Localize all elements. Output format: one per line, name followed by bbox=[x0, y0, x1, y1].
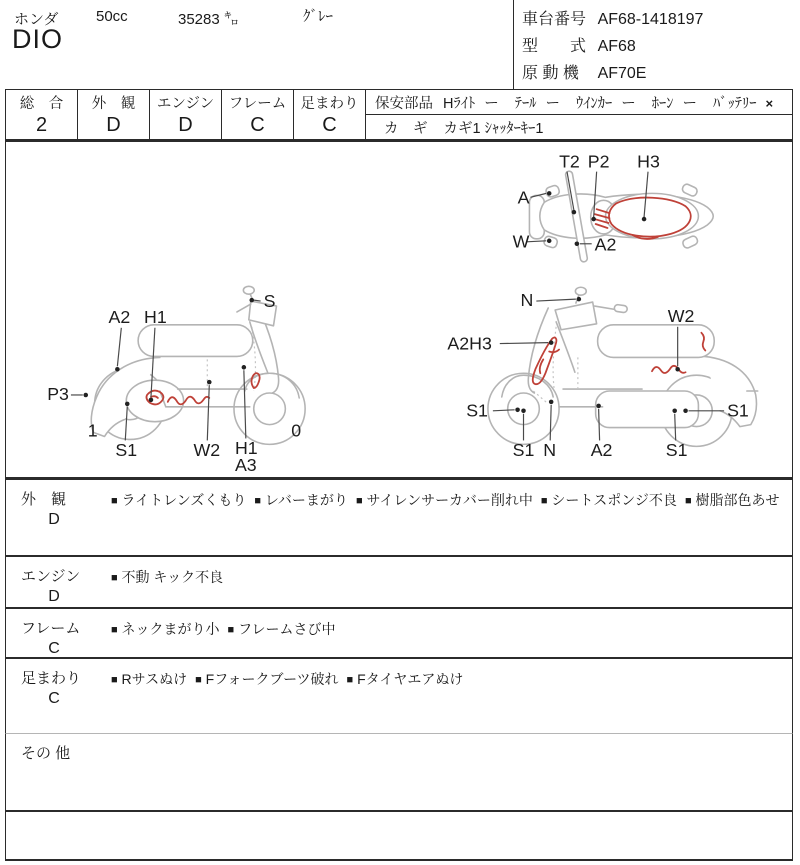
grade-exterior bbox=[78, 90, 150, 139]
safety-item: ﾊﾞｯﾃﾘｰ × bbox=[712, 95, 774, 112]
rear-left-blinker bbox=[681, 183, 698, 197]
diagram-label: S1 bbox=[727, 400, 749, 421]
section-engine bbox=[5, 555, 793, 607]
diagram-label: W2 bbox=[193, 440, 221, 461]
damage-diagram-box bbox=[5, 140, 793, 478]
section-defects bbox=[111, 667, 797, 693]
diagram-label: W bbox=[512, 231, 530, 252]
diagram-label: W2 bbox=[667, 305, 695, 326]
section-grade: C bbox=[48, 690, 60, 707]
key-row bbox=[366, 115, 792, 139]
vehicle-header bbox=[0, 0, 513, 89]
grade-overall-value: 2 bbox=[35, 114, 48, 136]
grade-engine-value: D bbox=[178, 114, 193, 136]
red-damage-mark bbox=[652, 366, 686, 373]
grade-row bbox=[5, 89, 793, 140]
muffler-cover bbox=[596, 391, 699, 428]
diagram-label: N bbox=[543, 440, 557, 461]
diagram-label: A2 bbox=[108, 306, 131, 327]
diagram-label: S1 bbox=[665, 440, 688, 461]
diagram-label: S bbox=[263, 291, 276, 312]
diagram-label: H1 bbox=[144, 306, 167, 327]
safety-parts-box bbox=[366, 90, 792, 139]
diagram-label: S1 bbox=[115, 440, 138, 461]
safety-parts-items bbox=[443, 92, 789, 113]
defect-item: ■ フレームさび中 bbox=[227, 621, 336, 637]
section-grade: D bbox=[48, 588, 60, 605]
diagram-label: P2 bbox=[587, 151, 610, 172]
engine-cover bbox=[126, 380, 183, 422]
model-code-row bbox=[522, 33, 636, 56]
diagram-label: P3 bbox=[47, 383, 69, 404]
grade-exterior-value: D bbox=[106, 114, 121, 136]
section-undercarriage bbox=[5, 657, 793, 733]
defect-item: ■ ネックまがり小 bbox=[111, 621, 220, 637]
defect-item: ■ Fタイヤエアぬけ bbox=[346, 671, 464, 687]
defect-item: ■ 樹脂部色あせ bbox=[684, 492, 780, 508]
mirror bbox=[575, 287, 586, 295]
scooter-top-view bbox=[513, 152, 714, 263]
model-name: DIO bbox=[12, 24, 64, 54]
safety-item: ｳｲﾝｶｰ ー bbox=[575, 95, 636, 112]
diagram-label: A bbox=[517, 187, 530, 208]
safety-item: ﾎｰﾝ ー bbox=[651, 95, 697, 112]
grade-undercarriage bbox=[294, 90, 366, 139]
scooter-left-view bbox=[47, 286, 305, 475]
grade-frame-value: C bbox=[250, 114, 265, 136]
engine-code-row bbox=[522, 60, 646, 83]
diagram-label: H1 bbox=[234, 438, 258, 459]
engine-code-label: 原 動 機 bbox=[522, 65, 579, 82]
diagram-label: H3 bbox=[637, 151, 660, 172]
chassis-number-value: AF68-1418197 bbox=[597, 11, 704, 28]
seat bbox=[598, 325, 715, 358]
identification-header bbox=[513, 0, 800, 89]
grade-undercarriage-value: C bbox=[322, 114, 337, 136]
defect-item: ■ レバーまがり bbox=[254, 492, 348, 508]
key-label: カ ギ bbox=[384, 120, 428, 137]
section-exterior bbox=[5, 478, 793, 555]
grade-frame bbox=[222, 90, 294, 139]
section-label: エンジン bbox=[21, 568, 81, 585]
chassis-number-row bbox=[522, 6, 703, 29]
rear-right-blinker bbox=[682, 235, 699, 249]
seat-top bbox=[606, 193, 699, 238]
handle-pod bbox=[555, 302, 597, 330]
defect-item: ■ Fフォークブーツ破れ bbox=[195, 671, 339, 687]
mirror bbox=[243, 286, 254, 294]
scooter-diagrams bbox=[6, 142, 792, 476]
diagram-label: A2H3 bbox=[447, 333, 492, 354]
section-frame bbox=[5, 607, 793, 657]
safety-item: Hﾗｲﾄ ー bbox=[443, 95, 499, 112]
section-label: 外 観 bbox=[21, 491, 67, 508]
section-other bbox=[5, 733, 793, 810]
safety-parts-row bbox=[366, 90, 792, 115]
diagram-label: N bbox=[520, 290, 534, 311]
defect-item: ■ 不動 キック不良 bbox=[111, 569, 224, 585]
body-color: ｸﾞﾚｰ bbox=[303, 8, 334, 25]
defect-item: ■ シートスポンジ不良 bbox=[540, 492, 677, 508]
handle-grip bbox=[614, 304, 628, 313]
defect-item: ■ ライトレンズくもり bbox=[111, 492, 247, 508]
safety-parts-label: 保安部品 bbox=[375, 95, 433, 112]
tire-depth-rear: 1 bbox=[87, 420, 98, 441]
section-grade: D bbox=[48, 511, 60, 528]
key-value: カギ1 ｼｬｯﾀｰｷｰ1 bbox=[443, 120, 544, 137]
diagram-label: S1 bbox=[512, 440, 535, 461]
diagram-label: T2 bbox=[559, 151, 580, 172]
diagram-label: S1 bbox=[466, 400, 488, 421]
displacement: 50cc bbox=[96, 8, 128, 25]
tire-depth-front: 0 bbox=[291, 420, 302, 441]
diagram-label: A2 bbox=[594, 234, 617, 255]
grade-overall bbox=[6, 90, 78, 139]
mileage: 35283 ㌔ bbox=[178, 11, 239, 28]
grade-exterior-label: 外 観 bbox=[91, 96, 136, 112]
safety-item: ﾃｰﾙ ー bbox=[514, 95, 560, 112]
diagram-label: A2 bbox=[590, 440, 613, 461]
section-defects bbox=[111, 617, 797, 643]
grade-frame-label: フレーム bbox=[228, 96, 287, 112]
grade-engine bbox=[150, 90, 222, 139]
section-label: 足まわり bbox=[21, 670, 82, 687]
section-label: その 他 bbox=[21, 745, 71, 762]
diagram-label: A3 bbox=[234, 455, 257, 476]
scooter-right-view bbox=[447, 287, 757, 460]
section-label: フレーム bbox=[21, 620, 81, 637]
model-code-label: 型 式 bbox=[522, 38, 587, 55]
section-defects bbox=[111, 565, 797, 591]
chassis-number-label: 車台番号 bbox=[522, 11, 587, 28]
grade-undercarriage-label: 足まわり bbox=[300, 96, 359, 112]
grade-overall-label: 総 合 bbox=[19, 96, 64, 112]
maker-name: ホンダ bbox=[14, 11, 59, 28]
section-defects bbox=[111, 488, 797, 514]
defect-item: ■ サイレンサーカバー削れ中 bbox=[355, 492, 533, 508]
model-code-value: AF68 bbox=[597, 38, 636, 55]
remarks-empty-box bbox=[5, 810, 793, 861]
grade-engine-label: エンジン bbox=[156, 96, 215, 112]
engine-code-value: AF70E bbox=[597, 65, 647, 82]
section-grade: C bbox=[48, 640, 60, 657]
defect-item: ■ Rサスぬけ bbox=[111, 671, 188, 687]
